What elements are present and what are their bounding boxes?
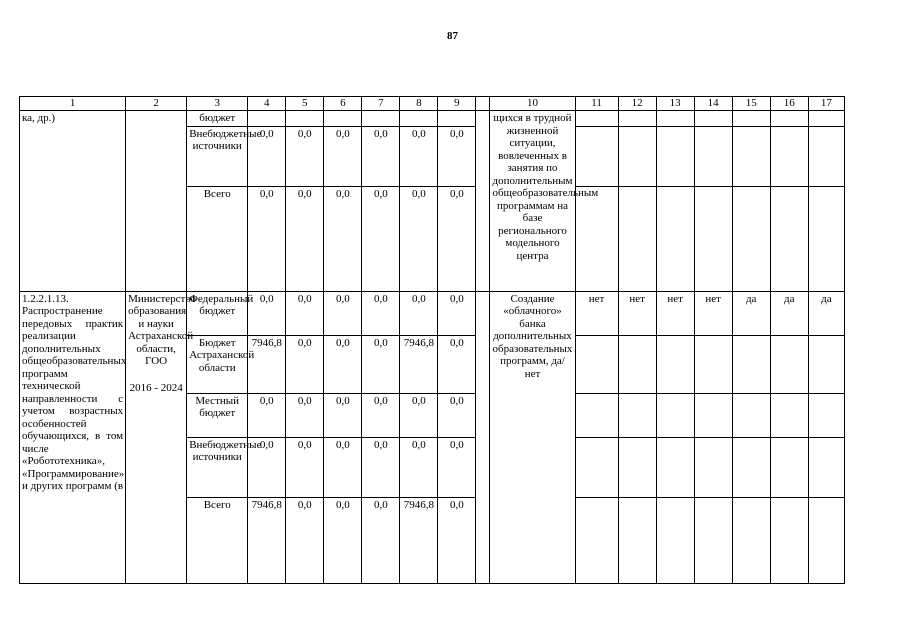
activity-cell: 1.2.2.1.13. Распространение передовых практик реализации дополнительных общеобразовательных программ технической направленности с учетом возрастных особенностей обучающихся, в том числе «Робототехника», «Программирование» и других программ (в bbox=[20, 291, 126, 583]
value-cell: 0,0 bbox=[286, 186, 324, 291]
value-cell: 0,0 bbox=[362, 126, 400, 186]
header-cell: 11 bbox=[575, 97, 618, 111]
value-cell: 7946,8 bbox=[248, 335, 286, 393]
table-row bbox=[20, 291, 845, 335]
indicator-cell: Создание «облачного» банка дополнительных образовательных программ, да/нет bbox=[490, 291, 575, 583]
header-cell: 4 bbox=[248, 97, 286, 111]
value-cell bbox=[400, 111, 438, 127]
gap-cell bbox=[476, 291, 490, 583]
activity-cell: ка, др.) bbox=[20, 111, 126, 292]
value-cell bbox=[286, 111, 324, 127]
value-cell: 0,0 bbox=[286, 335, 324, 393]
indicator-value: нет bbox=[694, 291, 732, 335]
indicator-value bbox=[618, 126, 656, 186]
header-cell: 15 bbox=[732, 97, 770, 111]
value-cell: 0,0 bbox=[324, 186, 362, 291]
indicator-value bbox=[732, 497, 770, 583]
value-cell: 7946,8 bbox=[400, 497, 438, 583]
source-cell: Всего bbox=[187, 186, 248, 291]
value-cell: 0,0 bbox=[286, 393, 324, 437]
value-cell: 0,0 bbox=[438, 335, 476, 393]
indicator-value bbox=[808, 111, 844, 127]
value-cell: 0,0 bbox=[400, 437, 438, 497]
indicator-value bbox=[732, 335, 770, 393]
indicator-value bbox=[618, 497, 656, 583]
source-cell: бюджет bbox=[187, 111, 248, 127]
source-cell: Федеральный бюджет bbox=[187, 291, 248, 335]
indicator-value bbox=[575, 111, 618, 127]
value-cell: 0,0 bbox=[438, 393, 476, 437]
header-cell: 6 bbox=[324, 97, 362, 111]
indicator-value: нет bbox=[575, 291, 618, 335]
indicator-value bbox=[656, 437, 694, 497]
table-row bbox=[20, 111, 845, 127]
indicator-value bbox=[808, 497, 844, 583]
header-cell: 9 bbox=[438, 97, 476, 111]
indicator-value: да bbox=[770, 291, 808, 335]
value-cell: 0,0 bbox=[324, 291, 362, 335]
indicator-value: да bbox=[808, 291, 844, 335]
org-name: Министерство образования и науки Астраханской области, ГОО bbox=[128, 292, 196, 367]
header-cell: 5 bbox=[286, 97, 324, 111]
gap-cell bbox=[476, 111, 490, 292]
indicator-value bbox=[618, 186, 656, 291]
indicator-value bbox=[770, 437, 808, 497]
value-cell: 0,0 bbox=[248, 393, 286, 437]
value-cell: 0,0 bbox=[324, 335, 362, 393]
indicator-value: нет bbox=[656, 291, 694, 335]
indicator-value bbox=[656, 497, 694, 583]
indicator-value: да bbox=[732, 291, 770, 335]
indicator-value bbox=[694, 126, 732, 186]
value-cell: 0,0 bbox=[324, 437, 362, 497]
indicator-value bbox=[770, 111, 808, 127]
header-cell: 10 bbox=[490, 97, 575, 111]
header-cell: 17 bbox=[808, 97, 844, 111]
value-cell: 0,0 bbox=[438, 437, 476, 497]
value-cell: 7946,8 bbox=[248, 497, 286, 583]
header-cell: 7 bbox=[362, 97, 400, 111]
indicator-value bbox=[656, 186, 694, 291]
indicator-value bbox=[694, 497, 732, 583]
indicator-value bbox=[575, 437, 618, 497]
value-cell: 0,0 bbox=[362, 497, 400, 583]
header-cell: 1 bbox=[20, 97, 126, 111]
indicator-value bbox=[808, 393, 844, 437]
value-cell: 0,0 bbox=[362, 186, 400, 291]
indicator-value bbox=[575, 126, 618, 186]
indicator-value bbox=[575, 393, 618, 437]
indicator-value bbox=[808, 186, 844, 291]
value-cell: 0,0 bbox=[286, 291, 324, 335]
indicator-value bbox=[575, 186, 618, 291]
value-cell: 0,0 bbox=[324, 126, 362, 186]
value-cell bbox=[248, 111, 286, 127]
indicator-value bbox=[808, 335, 844, 393]
source-cell: Внебюджетные источники bbox=[187, 437, 248, 497]
value-cell: 7946,8 bbox=[400, 335, 438, 393]
header-cell: 3 bbox=[187, 97, 248, 111]
value-cell: 0,0 bbox=[324, 393, 362, 437]
value-cell: 0,0 bbox=[438, 186, 476, 291]
value-cell bbox=[438, 111, 476, 127]
header-gap bbox=[476, 97, 490, 111]
header-cell: 8 bbox=[400, 97, 438, 111]
header-cell: 12 bbox=[618, 97, 656, 111]
value-cell: 0,0 bbox=[438, 126, 476, 186]
indicator-value bbox=[770, 497, 808, 583]
indicator-value: нет bbox=[618, 291, 656, 335]
indicator-value bbox=[808, 437, 844, 497]
indicator-value bbox=[694, 393, 732, 437]
header-cell: 2 bbox=[126, 97, 187, 111]
header-row bbox=[20, 97, 845, 111]
indicator-cell: щихся в трудной жизненной ситуации, вовлеченных в занятия по дополнительным общеобразовательным программам на базе регионального модельного центра bbox=[490, 111, 575, 292]
indicator-value bbox=[575, 335, 618, 393]
org-cell bbox=[126, 111, 187, 292]
indicator-value bbox=[694, 186, 732, 291]
value-cell: 0,0 bbox=[248, 186, 286, 291]
value-cell: 0,0 bbox=[400, 126, 438, 186]
indicator-value bbox=[732, 437, 770, 497]
header-cell: 16 bbox=[770, 97, 808, 111]
indicator-value bbox=[770, 186, 808, 291]
indicator-value bbox=[770, 126, 808, 186]
source-cell: Всего bbox=[187, 497, 248, 583]
value-cell: 0,0 bbox=[362, 393, 400, 437]
org-cell bbox=[126, 291, 196, 583]
indicator-value bbox=[656, 335, 694, 393]
indicator-value bbox=[656, 111, 694, 127]
value-cell: 0,0 bbox=[362, 437, 400, 497]
indicator-value bbox=[618, 111, 656, 127]
value-cell: 0,0 bbox=[400, 291, 438, 335]
indicator-value bbox=[656, 393, 694, 437]
value-cell: 0,0 bbox=[286, 126, 324, 186]
value-cell: 0,0 bbox=[362, 291, 400, 335]
indicator-value bbox=[732, 393, 770, 437]
value-cell: 0,0 bbox=[400, 393, 438, 437]
indicator-value bbox=[732, 126, 770, 186]
indicator-value bbox=[694, 437, 732, 497]
source-cell: Внебюджетные источники bbox=[187, 126, 248, 186]
page-number: 87 bbox=[447, 30, 458, 42]
header-cell: 14 bbox=[694, 97, 732, 111]
value-cell bbox=[324, 111, 362, 127]
source-cell: Бюджет Астраханской области bbox=[187, 335, 248, 393]
value-cell: 0,0 bbox=[438, 497, 476, 583]
value-cell: 0,0 bbox=[438, 291, 476, 335]
indicator-value bbox=[808, 126, 844, 186]
indicator-value bbox=[618, 393, 656, 437]
value-cell: 0,0 bbox=[324, 497, 362, 583]
indicator-value bbox=[770, 335, 808, 393]
indicator-value bbox=[694, 335, 732, 393]
value-cell bbox=[362, 111, 400, 127]
value-cell: 0,0 bbox=[248, 291, 286, 335]
indicator-value bbox=[770, 393, 808, 437]
program-table bbox=[19, 96, 845, 584]
indicator-value bbox=[618, 335, 656, 393]
value-cell: 0,0 bbox=[248, 126, 286, 186]
indicator-value bbox=[656, 126, 694, 186]
indicator-value bbox=[575, 497, 618, 583]
value-cell: 0,0 bbox=[248, 437, 286, 497]
indicator-value bbox=[732, 111, 770, 127]
indicator-value bbox=[618, 437, 656, 497]
indicator-value bbox=[732, 186, 770, 291]
header-cell: 13 bbox=[656, 97, 694, 111]
org-years: 2016 - 2024 bbox=[129, 381, 183, 394]
value-cell: 0,0 bbox=[400, 186, 438, 291]
value-cell: 0,0 bbox=[286, 497, 324, 583]
value-cell: 0,0 bbox=[286, 437, 324, 497]
value-cell: 0,0 bbox=[362, 335, 400, 393]
indicator-value bbox=[694, 111, 732, 127]
source-cell: Местный бюджет bbox=[187, 393, 248, 437]
